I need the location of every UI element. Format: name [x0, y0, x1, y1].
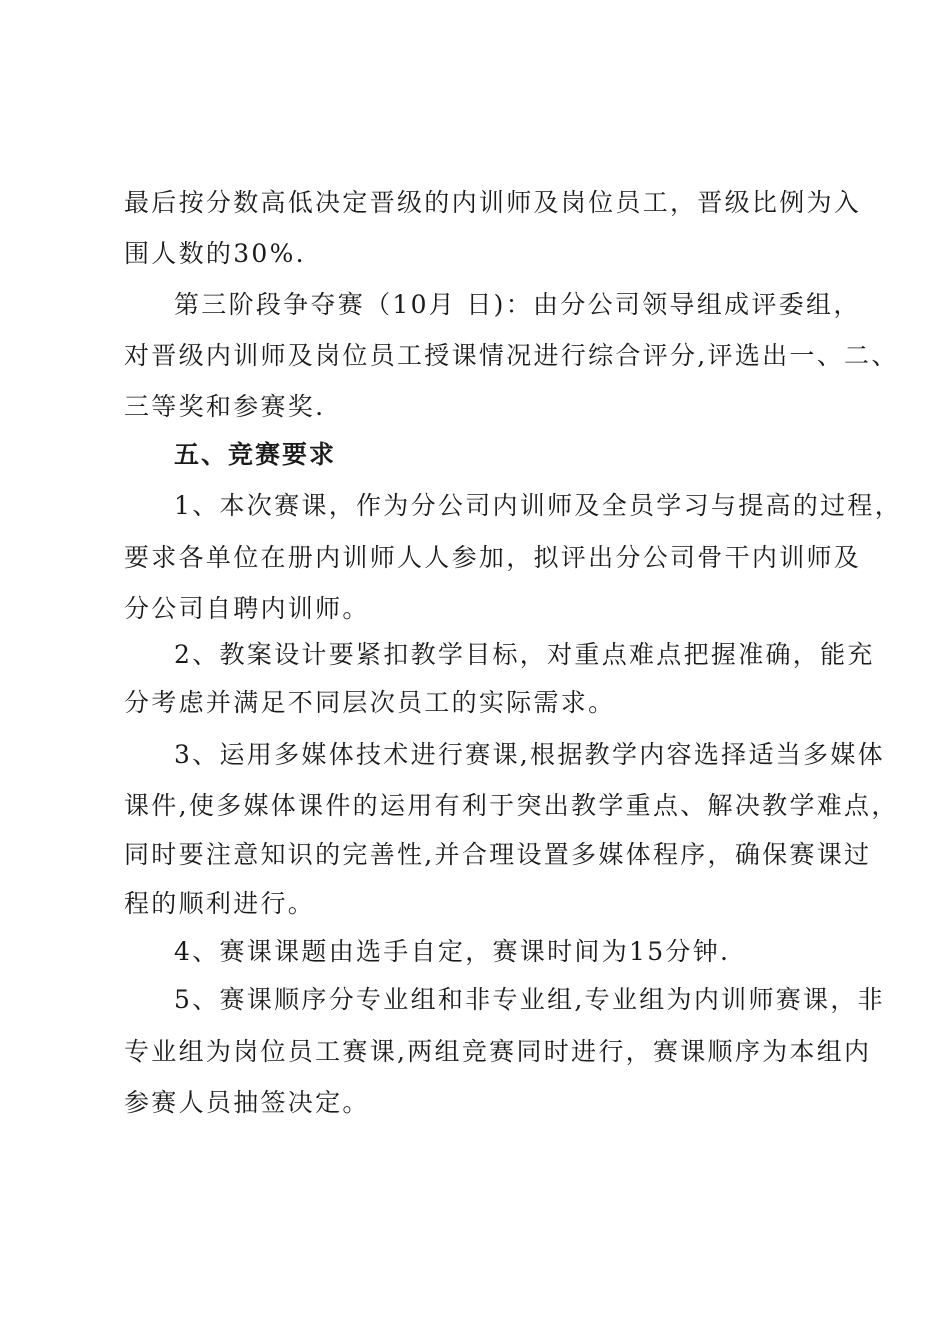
item4-line-1: 4、赛课课题由选手自定，赛课时间为15分钟. [174, 937, 731, 966]
stage3-line-1: 第三阶段争夺赛（10月 日)：由分公司领导组成评委组， [174, 290, 861, 319]
item5-line-2: 专业组为岗位员工赛课,两组竞赛同时进行，赛课顺序为本组内 [124, 1037, 872, 1066]
stage3-line-2: 对晋级内训师及岗位员工授课情况进行综合评分,评选出一、二、 [124, 341, 899, 370]
item3-line-2: 课件,使多媒体课件的运用有利于突出教学重点、解决教学难点， [124, 791, 899, 820]
item1-line-2: 要求各单位在册内训师人人参加，拟评出分公司骨干内训师及 [124, 543, 862, 572]
item1-line-3: 分公司自聘内训师。 [124, 594, 370, 623]
item1-line-1: 1、本次赛课，作为分公司内训师及全员学习与提高的过程， [174, 491, 903, 520]
item2-line-1: 2、教案设计要紧扣教学目标，对重点难点把握准确，能充 [174, 640, 875, 669]
promotion-line-2: 围人数的30%. [124, 239, 306, 268]
item2-line-2: 分考虑并满足不同层次员工的实际需求。 [124, 688, 616, 717]
item5-line-1: 5、赛课顺序分专业组和非专业组,专业组为内训师赛课，非 [174, 985, 885, 1014]
promotion-line-1: 最后按分数高低决定晋级的内训师及岗位员工，晋级比例为入 [124, 188, 862, 217]
item5-line-3: 参赛人员抽签决定。 [124, 1088, 370, 1117]
item3-line-1: 3、运用多媒体技术进行赛课,根据教学内容选择适当多媒体 [174, 740, 885, 769]
item3-line-4: 程的顺利进行。 [124, 889, 316, 918]
section-heading: 五、竞赛要求 [174, 440, 337, 469]
item3-line-3: 同时要注意知识的完善性,并合理设置多媒体程序，确保赛课过 [124, 840, 872, 869]
stage3-line-3: 三等奖和参赛奖. [124, 392, 326, 421]
